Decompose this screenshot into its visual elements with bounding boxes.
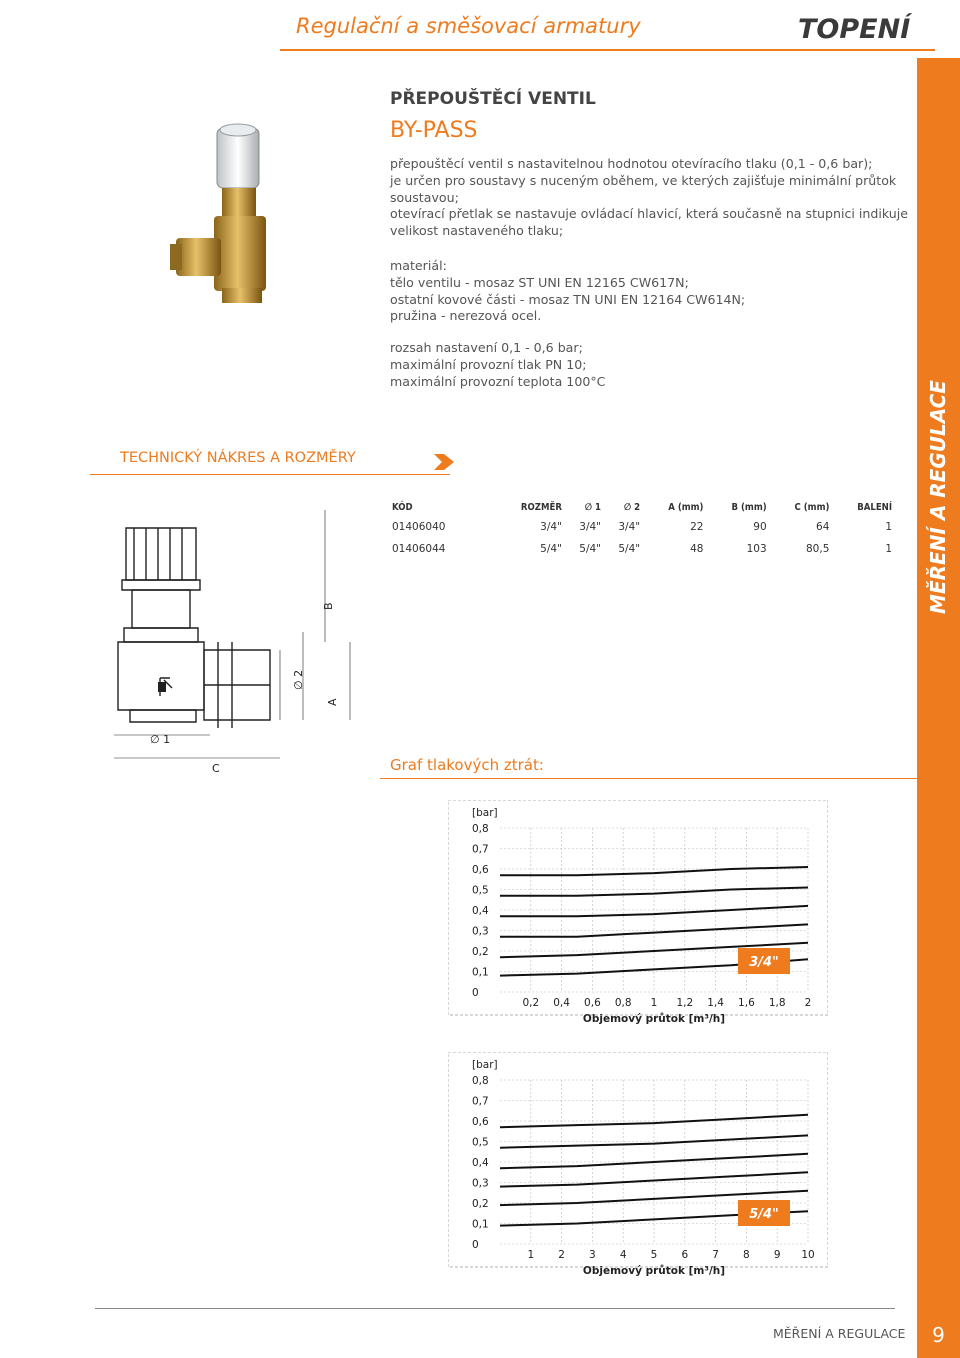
table-row — [392, 521, 892, 543]
x-tick-label: 2 — [558, 1249, 565, 1261]
description-line: velikost nastaveného tlaku; — [390, 223, 564, 239]
x-tick-label: 3 — [589, 1249, 596, 1261]
dim-d1: ∅ 1 — [150, 733, 171, 746]
specs-info — [390, 340, 890, 390]
x-axis-label: Objemový průtok [m³/h] — [582, 1265, 726, 1277]
y-tick-label: 0,7 — [472, 1095, 489, 1108]
x-tick-label: 1 — [650, 997, 658, 1009]
table-cell: 01406044 — [392, 543, 446, 555]
y-tick-label: 0,2 — [472, 946, 489, 958]
description-line: soustavou; — [390, 189, 459, 205]
y-tick-label: 0,6 — [472, 864, 489, 876]
pressure-loss-chart-5-4 — [448, 1052, 828, 1292]
spec-line: maximální provozní teplota 100°C — [390, 373, 606, 389]
dimensions-table — [392, 502, 892, 565]
table-cell: 22 — [690, 521, 704, 533]
dim-a: A — [326, 698, 339, 706]
col-header: B (mm) — [731, 502, 767, 513]
y-tick-label: 0,1 — [472, 1218, 489, 1231]
series-line — [500, 1154, 808, 1168]
material-info — [390, 258, 890, 325]
dim-b: B — [322, 602, 335, 610]
table-cell: 5/4" — [618, 543, 641, 555]
y-tick-label: 0,4 — [472, 1157, 489, 1169]
col-header: BALENÍ — [857, 502, 892, 513]
y-axis-label: [bar] — [472, 807, 498, 819]
material-line: tělo ventilu - mosaz ST UNI EN 12165 CW617N; — [390, 274, 689, 290]
side-tab — [917, 58, 960, 1313]
col-header: ∅ 2 — [623, 502, 641, 513]
spec-line: maximální provozní tlak PN 10; — [390, 356, 587, 372]
side-tab-label: MĚŘENÍ A REGULACE — [926, 380, 950, 614]
table-cell: 1 — [885, 521, 892, 533]
description-line: je určen pro soustavy s nuceným oběhem, ve kterých zajišťuje minimální průtok — [390, 172, 897, 188]
col-header: A (mm) — [668, 502, 704, 513]
x-tick-label: 9 — [773, 1249, 781, 1261]
footer-rule — [95, 1308, 895, 1309]
x-tick-label: 8 — [743, 1249, 750, 1261]
x-tick-label: 1,6 — [738, 997, 755, 1009]
y-tick-label: 0,6 — [472, 1116, 489, 1128]
x-tick-label: 0,6 — [584, 997, 601, 1009]
x-tick-label: 2 — [804, 997, 812, 1009]
pressure-loss-rule — [380, 778, 920, 779]
series-line — [500, 906, 808, 916]
technical-drawing-heading: TECHNICKÝ NÁKRES A ROZMĚRY — [120, 450, 356, 466]
pressure-loss-heading: Graf tlakových ztrát: — [390, 756, 544, 774]
y-tick-label: 0,5 — [472, 1136, 489, 1149]
x-tick-label: 1 — [527, 1249, 535, 1261]
chart-title: 5/4" — [749, 1207, 779, 1222]
description-line: otevírací přetlak se nastavuje ovládací hlavicí, která současně na stupnici indikuje — [390, 206, 909, 222]
table-cell: 1 — [885, 543, 892, 555]
x-tick-label: 0,8 — [614, 997, 632, 1009]
y-tick-label: 0,8 — [472, 823, 489, 835]
y-tick-label: 0,4 — [472, 905, 489, 917]
col-header: ∅ 1 — [584, 502, 601, 513]
table-cell: 5/4" — [540, 543, 562, 555]
pressure-loss-chart-3-4 — [448, 800, 828, 1040]
col-header: ROZMĚR — [520, 502, 562, 513]
y-tick-label: 0,7 — [472, 843, 489, 856]
table-cell: 48 — [690, 543, 704, 555]
y-tick-label: 0 — [472, 1239, 479, 1251]
table-cell: 3/4" — [579, 521, 601, 533]
table-cell: 3/4" — [540, 521, 562, 533]
y-tick-label: 0 — [472, 987, 479, 999]
x-tick-label: 10 — [801, 1249, 815, 1261]
x-tick-label: 0,4 — [553, 997, 570, 1009]
technical-drawing-rule — [90, 474, 450, 475]
x-tick-label: 0,2 — [522, 997, 540, 1009]
table-cell: 5/4" — [579, 543, 601, 555]
table-row — [392, 543, 892, 565]
y-tick-label: 0,2 — [472, 1198, 489, 1210]
category-title: Regulační a směšovací armatury — [296, 14, 641, 38]
description-line: přepouštěcí ventil s nastavitelnou hodnotou otevíracího tlaku (0,1 - 0,6 bar); — [390, 156, 873, 171]
x-axis-label: Objemový průtok [m³/h] — [582, 1013, 726, 1025]
x-tick-label: 6 — [681, 1249, 689, 1261]
product-description — [390, 156, 909, 240]
material-line: ostatní kovové části - mosaz TN UNI EN 12164 CW614N; — [390, 291, 746, 307]
x-tick-label: 1,4 — [707, 997, 724, 1009]
x-tick-label: 7 — [712, 1249, 719, 1261]
technical-drawing — [100, 510, 370, 780]
header-rule — [280, 49, 935, 51]
col-header: KÓD — [392, 502, 413, 513]
material-line: pružina - nerezová ocel. — [390, 308, 542, 324]
x-tick-label: 1,8 — [768, 997, 786, 1009]
x-tick-label: 1,2 — [676, 997, 694, 1009]
arrow-right-icon — [432, 448, 456, 476]
y-tick-label: 0,3 — [472, 1177, 489, 1190]
table-cell: 80,5 — [806, 543, 830, 555]
brand-title: TOPENÍ — [798, 14, 911, 45]
product-title: PŘEPOUŠTĚCÍ VENTIL — [390, 89, 596, 109]
footer-section: MĚŘENÍ A REGULACE — [773, 1326, 906, 1341]
material-line: materiál: — [390, 258, 447, 273]
col-header: C (mm) — [794, 502, 830, 513]
chart-title: 3/4" — [749, 955, 779, 970]
table-cell: 90 — [753, 521, 767, 533]
dim-d2: ∅ 2 — [292, 669, 305, 690]
y-tick-label: 0,1 — [472, 966, 489, 979]
product-photo — [170, 118, 280, 308]
y-tick-label: 0,3 — [472, 925, 489, 938]
table-header-row — [392, 502, 892, 521]
dim-c: C — [212, 762, 220, 775]
y-tick-label: 0,8 — [472, 1075, 489, 1087]
table-cell: 103 — [746, 543, 767, 555]
table-cell: 3/4" — [618, 521, 641, 533]
x-tick-label: 5 — [650, 1249, 658, 1261]
product-name: BY-PASS — [390, 118, 478, 143]
page-number: 9 — [917, 1313, 960, 1358]
y-tick-label: 0,5 — [472, 884, 489, 897]
chart-frame — [448, 1052, 828, 1267]
spec-line: rozsah nastavení 0,1 - 0,6 bar; — [390, 340, 583, 355]
x-tick-label: 4 — [619, 1249, 627, 1261]
table-cell: 01406040 — [392, 521, 446, 533]
table-cell: 64 — [816, 521, 830, 533]
y-axis-label: [bar] — [472, 1059, 498, 1071]
